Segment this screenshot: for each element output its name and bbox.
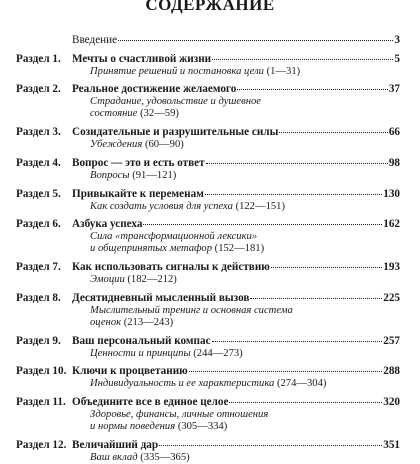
page-number: 225 [383, 291, 400, 304]
page-number: 257 [383, 334, 400, 347]
subtitle-text: Страдание, удовольствие и душевное [90, 96, 261, 108]
toc-entry-line [16, 261, 400, 274]
section-heading: Реальное достижение желаемого [72, 83, 237, 96]
section-subtitle [72, 108, 400, 120]
dot-leader [271, 267, 382, 268]
section-label: Раздел 5. [16, 187, 61, 200]
subtitle-text: и общепринятых метафор [90, 243, 213, 255]
section-heading: Ключи к процветанию [72, 365, 188, 378]
item-range: (244—273) [193, 347, 243, 359]
section-heading: Привыкайте к переменам [72, 187, 204, 200]
dot-leader [143, 224, 382, 225]
toc-entry [16, 261, 400, 286]
toc-entry [16, 83, 400, 120]
section-heading: Ваш персональный компас [72, 334, 211, 347]
section-heading: Созидательные и разрушительные силы [72, 126, 279, 139]
item-range: (274—304) [277, 378, 327, 390]
toc-entry-line [16, 365, 400, 378]
toc-entry [72, 34, 400, 47]
section-label: Раздел 11. [16, 396, 66, 409]
item-range: (1—31) [266, 65, 301, 77]
dot-leader [159, 445, 382, 446]
item-range: (122—151) [235, 200, 285, 212]
dot-leader [237, 89, 388, 90]
section-subtitle [72, 305, 400, 317]
page-number: 98 [388, 156, 400, 169]
subtitle-text: Сила «трансформационной лексики» [90, 231, 258, 243]
subtitle-text: Убеждения [90, 139, 143, 151]
subtitle-text: оценок [90, 317, 122, 329]
dot-leader [279, 132, 388, 133]
subtitle-text: состояние [90, 108, 138, 120]
section-subtitle [72, 139, 400, 151]
item-range: (32—59) [140, 108, 179, 120]
section-label: Раздел 12. [16, 439, 67, 452]
dot-leader [250, 298, 382, 299]
item-range: (305—334) [177, 421, 228, 433]
item-range: (91—121) [132, 169, 177, 181]
page-number: 37 [388, 83, 400, 96]
item-range: (60—90) [144, 139, 184, 151]
section-heading: Величайший дар [72, 439, 159, 452]
table-of-contents [16, 34, 400, 464]
page-number: 351 [383, 439, 400, 452]
subtitle-text: Ваш вклад [90, 452, 138, 464]
section-label: Раздел 3. [16, 126, 61, 139]
section-heading: Десятидневный мысленный вызов [72, 291, 250, 304]
subtitle-text: Здоровье, финансы, личные отношения [90, 409, 269, 421]
toc-entry [16, 52, 400, 78]
toc-entry-line [16, 187, 400, 201]
page-title: СОДЕРЖАНИЕ [145, 0, 275, 14]
section-subtitle [72, 66, 400, 78]
section-heading: Объедините все в единое целое [72, 396, 229, 409]
section-label: Раздел 4. [16, 156, 61, 169]
subtitle-text: Индивидуальность и ее характеристика [90, 378, 275, 390]
item-range: (213—243) [123, 317, 174, 329]
section-subtitle [72, 170, 400, 182]
item-range: (182—212) [127, 274, 177, 286]
dot-leader [212, 59, 393, 60]
toc-entry-line [16, 291, 400, 305]
page-number: 288 [383, 365, 400, 378]
section-heading: Как использовать сигналы к действию [72, 261, 270, 274]
section-heading: Мечты о счастливой жизни [72, 52, 212, 65]
toc-entry-line [72, 34, 400, 47]
section-subtitle [72, 348, 400, 360]
toc-entry [16, 439, 400, 464]
toc-entry-line [16, 396, 400, 409]
subtitle-text: Как создать условия для успеха [90, 200, 233, 212]
subtitle-text: Эмоции [90, 274, 125, 286]
section-subtitle [72, 274, 400, 286]
page-number: 320 [383, 396, 400, 409]
toc-entry-line [16, 156, 400, 170]
page-number: 3 [394, 34, 400, 46]
toc-entry [16, 334, 400, 360]
section-subtitle [72, 201, 400, 213]
toc-entry [16, 218, 400, 255]
toc-entry [16, 187, 400, 213]
section-subtitle [72, 243, 400, 255]
section-subtitle [72, 317, 400, 329]
toc-entry-line [16, 439, 400, 452]
page-number: 66 [388, 126, 400, 139]
section-label: Раздел 10. [16, 365, 67, 378]
toc-entry-line [16, 218, 400, 231]
section-subtitle [72, 452, 400, 464]
item-range: (335—365) [140, 452, 190, 464]
toc-entry-line [16, 126, 400, 139]
dot-leader [229, 402, 382, 403]
toc-entry [16, 126, 400, 151]
page-number: 130 [383, 187, 400, 200]
section-heading: Вопрос — это и есть ответ [72, 156, 205, 169]
dot-leader [206, 163, 388, 164]
dot-leader [205, 194, 382, 195]
section-label: Раздел 8. [16, 291, 61, 304]
section-label: Раздел 9. [16, 334, 61, 347]
section-subtitle [72, 378, 400, 390]
dot-leader [212, 341, 383, 342]
subtitle-text: Принятие решений и постановка цели [90, 65, 264, 77]
section-label: Раздел 2. [16, 83, 61, 96]
dot-leader [118, 40, 393, 41]
section-label: Раздел 1. [16, 52, 61, 65]
section-subtitle [72, 231, 400, 243]
page-number: 193 [383, 261, 400, 274]
subtitle-text: и нормы поведения [90, 421, 176, 433]
toc-entry [16, 365, 400, 390]
section-subtitle [72, 421, 400, 433]
toc-entry [16, 291, 400, 329]
subtitle-text: Мыслительный тренинг и основная система [90, 304, 293, 316]
toc-entry [16, 156, 400, 182]
dot-leader [189, 371, 383, 372]
toc-entry-line [16, 334, 400, 348]
section-heading: Азбука успеха [72, 218, 143, 231]
section-label: Раздел 7. [16, 261, 61, 274]
page-number: 162 [383, 218, 400, 231]
item-range: (152—181) [214, 243, 265, 255]
toc-entry-line [16, 52, 400, 66]
page-number: 5 [394, 52, 400, 65]
toc-entry-line [16, 83, 400, 96]
subtitle-text: Вопросы [90, 169, 130, 181]
toc-entry [16, 396, 400, 433]
subtitle-text: Ценности и принципы [90, 347, 191, 359]
section-subtitle [72, 96, 400, 108]
section-label: Раздел 6. [16, 218, 61, 231]
section-heading: Введение [72, 34, 118, 46]
